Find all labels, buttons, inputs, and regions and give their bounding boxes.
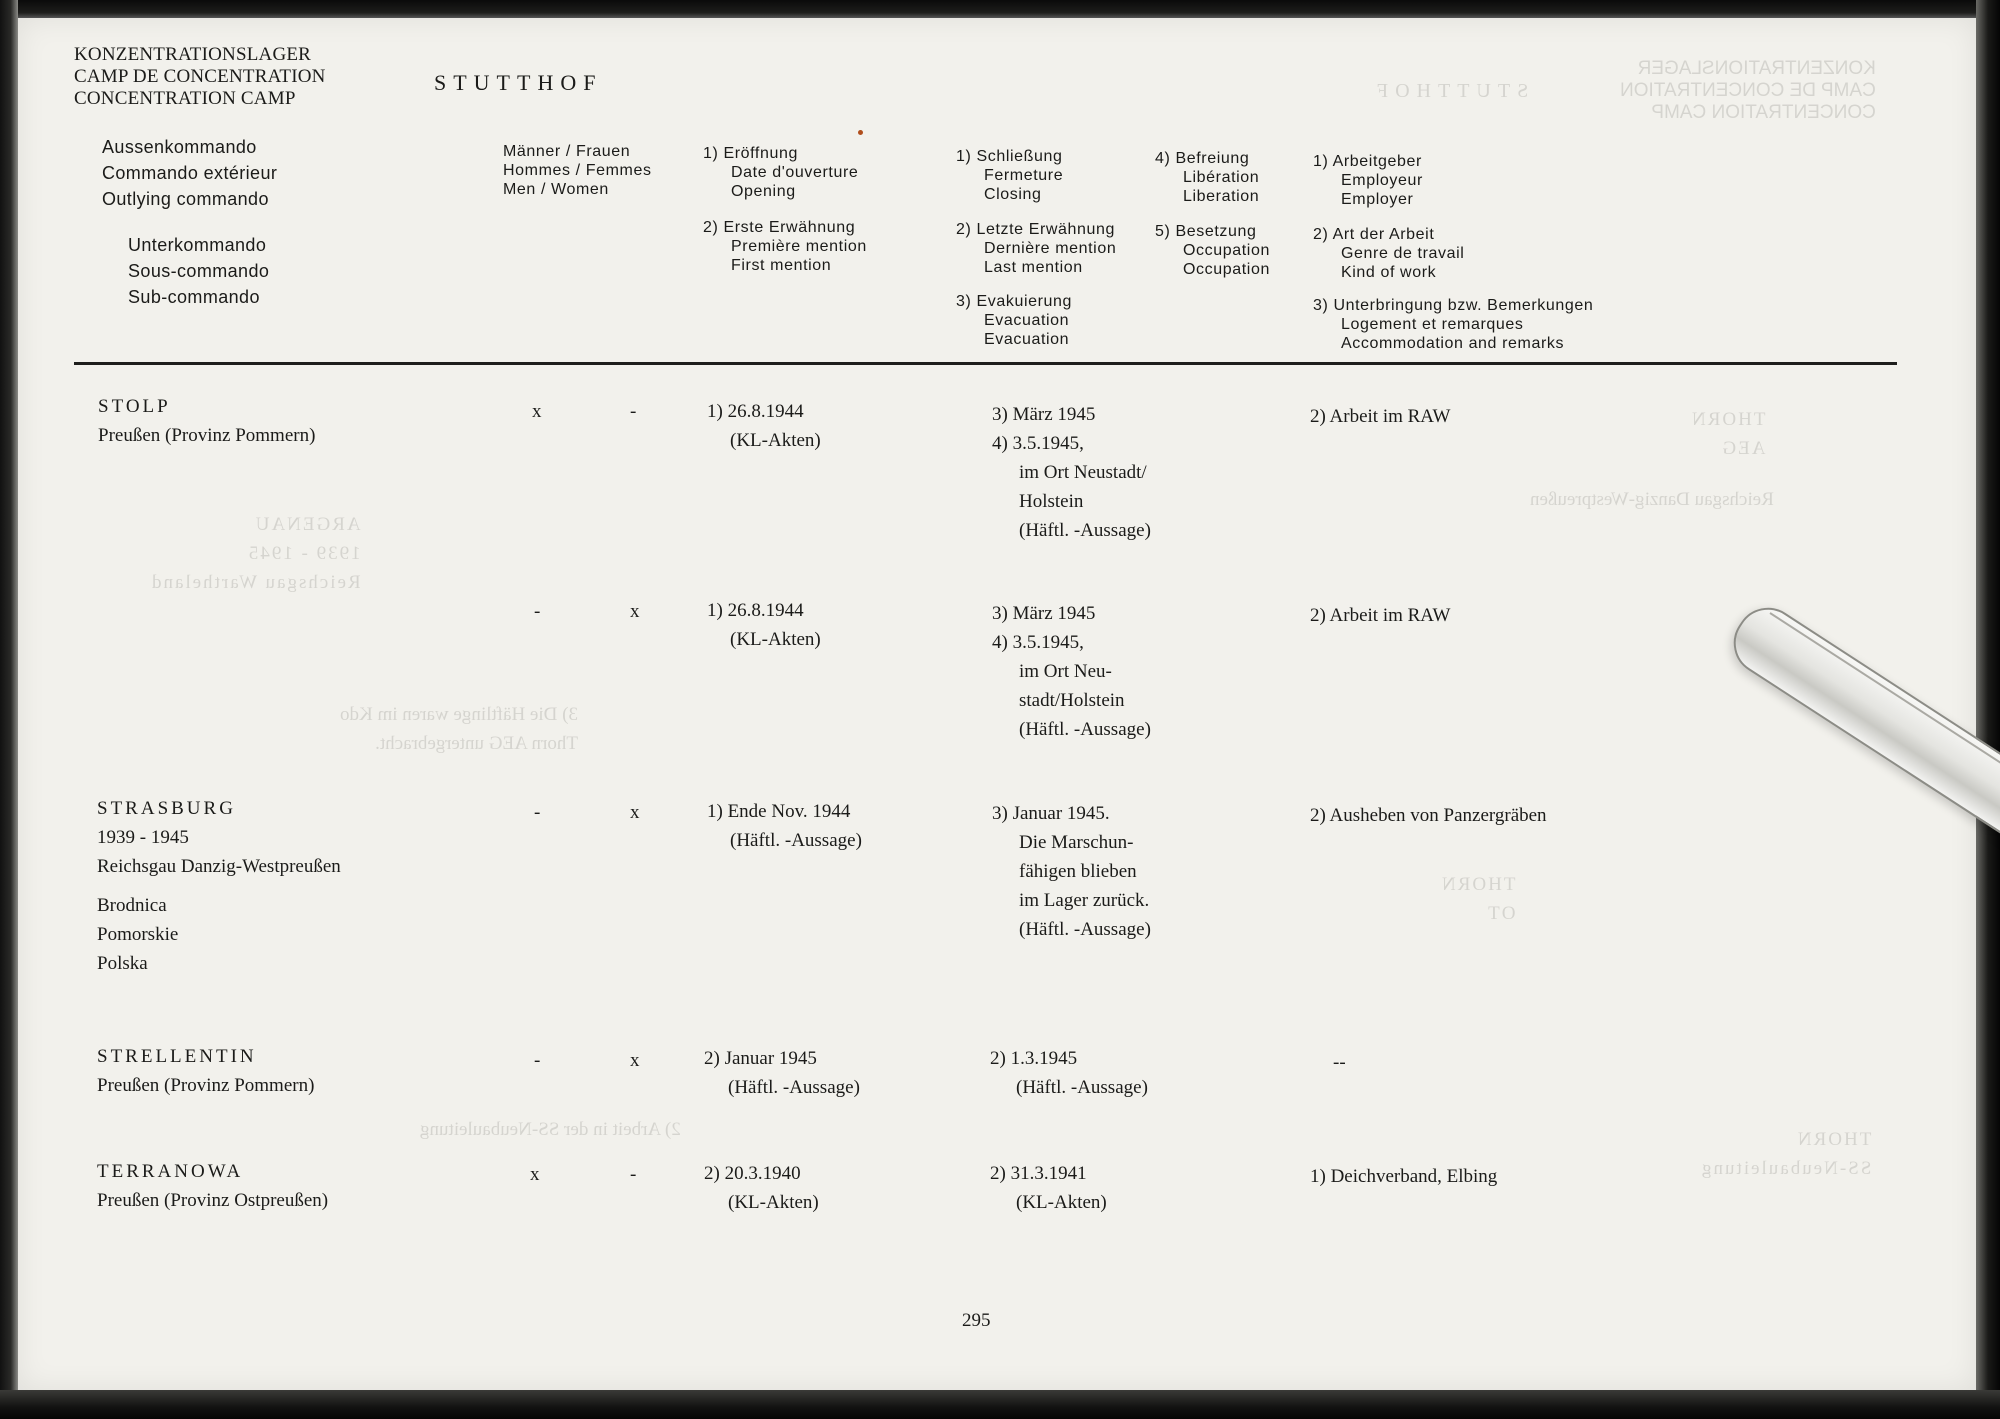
entry-opening — [704, 1159, 819, 1217]
entry-name: STRELLENTIN — [97, 1046, 257, 1067]
entry-remarks: 2) Ausheben von Panzergräben — [1310, 805, 1547, 826]
legend-sub-de: Unterkommando — [128, 235, 267, 255]
legend-liberation-fr: Libération — [1183, 169, 1260, 186]
entry-opening — [704, 1044, 860, 1102]
entry-name: STOLP — [98, 396, 171, 417]
entry-remarks: 2) Arbeit im RAW — [1310, 406, 1451, 427]
entry-closing-line: (Häftl. -Aussage) — [1019, 520, 1151, 541]
entry-men-mark: x — [530, 1164, 540, 1185]
legend-outlying — [102, 134, 277, 212]
entry-closing — [992, 599, 1151, 744]
legend-sex-de: Männer / Frauen — [503, 143, 631, 160]
bleed-through-thorn-ot: THORN OT — [1440, 874, 1516, 924]
camp-label-de: KONZENTRATIONSLAGER — [74, 44, 312, 65]
book-bottom-edge — [0, 1390, 2000, 1419]
legend-occupation — [1155, 222, 1270, 279]
entry-region: Preußen (Provinz Pommern) — [98, 425, 316, 446]
entry-closing-line: 2) 1.3.1945 — [990, 1048, 1078, 1069]
legend-sub-en: Sub-commando — [128, 287, 260, 307]
entry-years: 1939 - 1945 — [97, 827, 189, 848]
bleed-through-thorn: THORN AEG — [1690, 409, 1766, 459]
legend-work-de: 2) Art der Arbeit — [1313, 226, 1435, 243]
bleed-through-thorn-ss: THORN SS-Neubauleitung — [1700, 1129, 1872, 1179]
entry-closing — [990, 1044, 1148, 1102]
legend-sex-fr: Hommes / Femmes — [503, 162, 652, 179]
legend-employer-fr: Employeur — [1341, 172, 1423, 189]
entry-region: Preußen (Provinz Ostpreußen) — [97, 1190, 329, 1211]
legend-closing-en: Closing — [984, 186, 1042, 203]
legend-work-en: Kind of work — [1341, 264, 1437, 281]
entry-closing-line: im Lager zurück. — [1019, 890, 1150, 911]
legend-opening-de: 1) Eröffnung — [703, 145, 798, 162]
camp-label-en: CONCENTRATION CAMP — [74, 88, 296, 109]
entry-opening-source: (KL-Akten) — [730, 629, 821, 650]
camp-name: STUTTHOF — [434, 70, 603, 95]
legend-work — [1313, 225, 1464, 282]
legend-employer-en: Employer — [1341, 191, 1414, 208]
camp-label-fr: CAMP DE CONCENTRATION — [74, 66, 326, 87]
legend-sub — [128, 232, 269, 310]
camp-label — [74, 44, 326, 110]
entry-closing-line: fähigen blieben — [1019, 861, 1137, 882]
entry-name: TERRANOWA — [97, 1161, 244, 1182]
legend-accommodation-de: 3) Unterbringung bzw. Bemerkungen — [1313, 297, 1594, 314]
legend-first-mention-en: First mention — [731, 257, 832, 274]
entry-closing-line: (Häftl. -Aussage) — [1019, 919, 1151, 940]
header-divider — [74, 362, 1897, 365]
entry-country: Polska — [97, 953, 148, 974]
legend-last-mention-de: 2) Letzte Erwähnung — [956, 221, 1116, 238]
legend-evacuation-de: 3) Evakuierung — [956, 293, 1073, 310]
entry-closing-line: 2) 31.3.1941 — [990, 1163, 1087, 1184]
bleed-through-header: KONZENTRATIONSLAGER CAMP DE CONCENTRATION CONCENTRATION CAMP — [1620, 58, 1876, 123]
bleed-through-remark: 3) Die Häftlinge waren im Kdo Thorn AEG untergebracht. — [340, 704, 578, 754]
entry-opening-date: 1) 26.8.1944 — [707, 401, 804, 422]
entry-remarks: -- — [1333, 1052, 1346, 1073]
entry-strellentin-name-block — [97, 1042, 314, 1100]
entry-men-mark: - — [534, 1050, 541, 1071]
entry-terranowa-name-block — [97, 1157, 328, 1215]
entry-closing-line: 4) 3.5.1945, — [992, 433, 1084, 454]
legend-outlying-en: Outlying commando — [102, 189, 269, 209]
legend-occupation-en: Occupation — [1183, 261, 1270, 278]
legend-first-mention-fr: Première mention — [731, 238, 867, 255]
legend-accommodation — [1313, 296, 1593, 353]
entry-remarks: 1) Deichverband, Elbing — [1310, 1166, 1498, 1187]
entry-opening-date: 2) 20.3.1940 — [704, 1163, 801, 1184]
entry-spacer — [97, 881, 341, 891]
legend-employer-de: 1) Arbeitgeber — [1313, 153, 1422, 170]
legend-accommodation-en: Accommodation and remarks — [1341, 335, 1565, 352]
entry-women-mark: - — [630, 401, 637, 422]
entry-province: Pomorskie — [97, 924, 179, 945]
entry-closing-line: im Ort Neu- — [1019, 661, 1112, 682]
entry-opening — [707, 397, 821, 455]
entry-closing-line: 3) Januar 1945. — [992, 803, 1110, 824]
entry-closing-line: (KL-Akten) — [1016, 1192, 1107, 1213]
legend-last-mention-fr: Dernière mention — [984, 240, 1117, 257]
legend-sex — [503, 142, 652, 199]
legend-outlying-fr: Commando extérieur — [102, 163, 278, 183]
entry-opening-source: (KL-Akten) — [728, 1192, 819, 1213]
bleed-through-title: STUTTHOF — [1370, 80, 1529, 102]
entry-closing-line: (Häftl. -Aussage) — [1016, 1077, 1148, 1098]
legend-closing-fr: Fermeture — [984, 167, 1064, 184]
legend-last-mention — [956, 220, 1116, 277]
entry-opening-source: (Häftl. -Aussage) — [728, 1077, 860, 1098]
legend-opening-en: Opening — [731, 183, 796, 200]
entry-closing — [990, 1159, 1107, 1217]
entry-closing-line: Holstein — [1019, 491, 1084, 512]
entry-closing — [992, 799, 1151, 944]
entry-closing-line: (Häftl. -Aussage) — [1019, 719, 1151, 740]
entry-region: Preußen (Provinz Pommern) — [97, 1075, 315, 1096]
entry-stolp-name-block — [98, 392, 315, 450]
book-right-edge — [1976, 0, 2000, 1419]
legend-sub-fr: Sous-commando — [128, 261, 270, 281]
entry-opening-date: 1) 26.8.1944 — [707, 600, 804, 621]
legend-last-mention-en: Last mention — [984, 259, 1083, 276]
entry-women-mark: - — [630, 1164, 637, 1185]
entry-region: Reichsgau Danzig-Westpreußen — [97, 856, 341, 877]
legend-accommodation-fr: Logement et remarques — [1341, 316, 1524, 333]
book-left-edge — [0, 0, 18, 1419]
bleed-through-argenau: ARGENAU 1939 - 1945 Reichsgau Wartheland — [150, 514, 361, 593]
entry-closing-line: 3) März 1945 — [992, 603, 1096, 624]
legend-evacuation-fr: Evacuation — [984, 312, 1070, 329]
entry-opening — [707, 797, 862, 855]
legend-evacuation-en: Evacuation — [984, 331, 1070, 348]
entry-remarks: 2) Arbeit im RAW — [1310, 605, 1451, 626]
page-number: 295 — [962, 1310, 991, 1331]
legend-liberation — [1155, 149, 1259, 206]
entry-opening-date: 2) Januar 1945 — [704, 1048, 817, 1069]
legend-first-mention — [703, 218, 867, 275]
entry-closing-line: im Ort Neustadt/ — [1019, 462, 1147, 483]
legend-closing-de: 1) Schließung — [956, 148, 1063, 165]
entry-closing-line: 4) 3.5.1945, — [992, 632, 1084, 653]
legend-closing — [956, 147, 1063, 204]
legend-opening — [703, 144, 858, 201]
entry-name: STRASBURG — [97, 798, 236, 819]
ink-speck — [858, 130, 863, 135]
entry-men-mark: - — [534, 802, 541, 823]
entry-strasburg-name-block — [97, 794, 341, 978]
entry-closing-line: 3) März 1945 — [992, 404, 1096, 425]
entry-closing-line: Die Marschun- — [1019, 832, 1134, 853]
entry-opening-source: (Häftl. -Aussage) — [730, 830, 862, 851]
bleed-through-work: 2) Arbeit in der SS-Neubauleitung — [420, 1119, 681, 1140]
entry-men-mark: x — [532, 401, 542, 422]
legend-sex-en: Men / Women — [503, 181, 609, 198]
legend-opening-fr: Date d'ouverture — [731, 164, 859, 181]
entry-women-mark: x — [630, 601, 640, 622]
legend-occupation-fr: Occupation — [1183, 242, 1270, 259]
entry-opening-source: (KL-Akten) — [730, 430, 821, 451]
entry-opening-date: 1) Ende Nov. 1944 — [707, 801, 851, 822]
entry-town: Brodnica — [97, 895, 167, 916]
legend-outlying-de: Aussenkommando — [102, 137, 257, 157]
entry-men-mark: - — [534, 601, 541, 622]
entry-closing — [992, 400, 1151, 545]
entry-closing-line: stadt/Holstein — [1019, 690, 1125, 711]
legend-work-fr: Genre de travail — [1341, 245, 1465, 262]
entry-women-mark: x — [630, 802, 640, 823]
legend-employer — [1313, 152, 1423, 209]
entry-opening — [707, 596, 821, 654]
legend-liberation-en: Liberation — [1183, 188, 1260, 205]
bleed-through-region: Reichsgau Danzig-Westpreußen — [1530, 489, 1774, 510]
legend-first-mention-de: 2) Erste Erwähnung — [703, 219, 856, 236]
legend-liberation-de: 4) Befreiung — [1155, 150, 1250, 167]
legend-evacuation — [956, 292, 1072, 349]
entry-women-mark: x — [630, 1050, 640, 1071]
legend-occupation-de: 5) Besetzung — [1155, 223, 1257, 240]
book-top-edge — [0, 0, 2000, 18]
